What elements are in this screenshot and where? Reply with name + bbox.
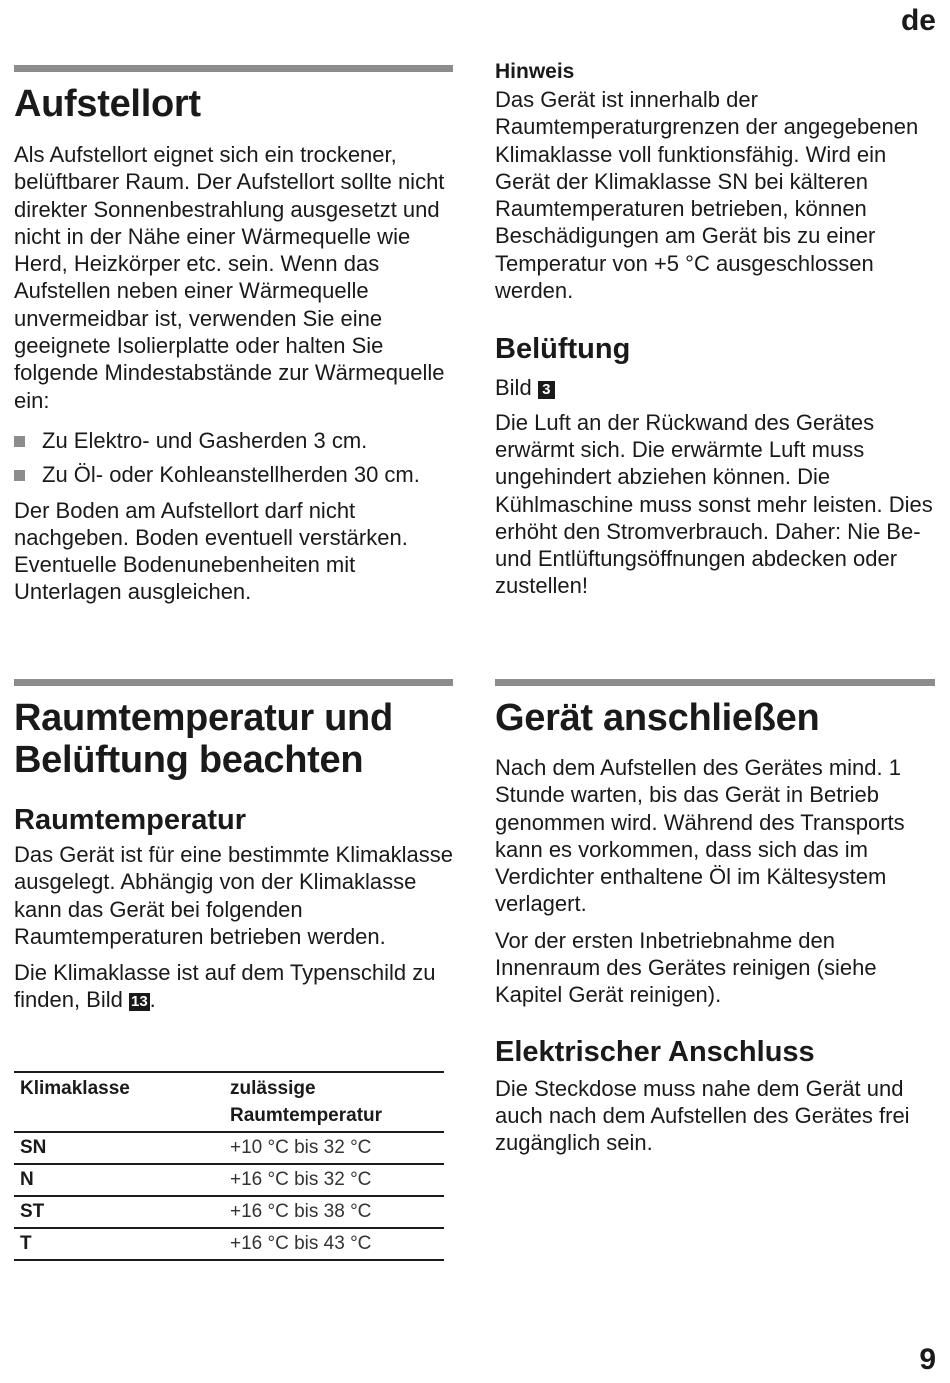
section-rule-aufstellort — [14, 65, 453, 72]
anschliessen-text-1: Nach dem Aufstellen des Gerätes mind. 1 Stunde warten, bis das Gerät in Betrieb genommen wird. Während des Transports kann es vorkommen, dass sich das im Verdichter enthaltene Öl im Kältesystem verlagert. — [495, 755, 905, 917]
climate-class-cell: ST — [20, 1201, 45, 1222]
hinweis-text: Das Gerät ist innerhalb der Raumtemperaturgrenzen der angegebenen Klimaklasse voll funktionsfähig. Wird ein Gerät der Klimaklasse SN bei kälteren Raumtemperaturen betrieben, können Beschädigungen am Gerät bis zu einer Temperatur von +5 °C ausgeschlossen werden. — [495, 87, 919, 304]
list-item: Zu Öl- oder Kohleanstellherden 30 cm. — [14, 461, 454, 488]
table-row — [14, 1196, 444, 1228]
typenschild-text: Die Klimaklasse ist auf dem Typenschild zu finden, Bild 13. — [14, 960, 436, 1013]
hinweis-heading: Hinweis — [495, 60, 575, 83]
anschliessen-text-2: Vor der ersten Inbetriebnahme den Innenraum des Gerätes reinigen (siehe Kapitel Gerät reinigen). — [495, 927, 877, 1008]
list-item: Zu Elektro- und Gasherden 3 cm. — [14, 427, 454, 454]
raumtemperatur-section — [14, 697, 454, 1014]
language-code: de — [900, 4, 936, 37]
climate-class-table — [14, 1071, 444, 1261]
raumtemperatur-subheading: Raumtemperatur — [14, 804, 247, 836]
table-row — [14, 1228, 444, 1260]
column-header-klimaklasse: Klimaklasse — [20, 1078, 130, 1099]
table-row — [14, 1164, 444, 1196]
aufstellort-section — [14, 83, 454, 606]
aufstellort-outro: Der Boden am Aufstellort darf nicht nachgeben. Boden eventuell verstärken. Eventuelle Bodenunebenheiten mit Unterlagen ausgleichen. — [14, 497, 408, 605]
raumtemperatur-heading: Raumtemperatur und Belüftung beachten — [14, 697, 393, 781]
climate-class-cell: N — [20, 1169, 34, 1190]
bullet-icon — [14, 436, 25, 447]
figure-number-badge: 13 — [130, 993, 148, 1011]
climate-class-cell: T — [20, 1233, 32, 1254]
table-header-row — [14, 1072, 444, 1132]
figure-reference: Bild 3 — [495, 374, 937, 401]
table-row — [14, 1132, 444, 1164]
belueftung-heading: Belüftung — [495, 333, 631, 366]
temperature-range-cell: +10 °C bis 32 °C — [230, 1137, 372, 1158]
hinweis-section — [495, 58, 937, 600]
climate-class-cell: SN — [20, 1137, 47, 1158]
temperature-range-cell: +16 °C bis 43 °C — [230, 1233, 372, 1254]
raumtemperatur-text: Das Gerät ist für eine bestimmte Klimaklasse ausgelegt. Abhängig von der Klimaklasse kann das Gerät bei folgenden Raumtemperaturen betrieben werden. — [14, 842, 453, 949]
belueftung-text: Die Luft an der Rückwand des Gerätes erwärmt sich. Die erwärmte Luft muss ungehindert abziehen können. Die Kühlmaschine muss sonst mehr leisten. Dies erhöht den Stromverbrauch. Daher: Nie Be- und Entlüftungsöffnungen abdecken oder zustellen! — [495, 409, 933, 599]
page-number: 9 — [919, 1343, 936, 1376]
temperature-range-cell: +16 °C bis 38 °C — [230, 1201, 372, 1222]
section-rule-anschliessen — [495, 679, 935, 686]
column-header-raumtemperatur: zulässige Raumtemperatur — [230, 1078, 383, 1126]
anschliessen-section — [495, 697, 937, 1157]
distance-list — [14, 427, 454, 489]
aufstellort-intro: Als Aufstellort eignet sich ein trockener, belüftbarer Raum. Der Aufstellort sollte nicht direkter Sonnenbestrahlung ausgesetzt und nicht in der Nähe einer Wärmequelle wie Herd, Heizkörper etc. sein. Wenn das Aufstellen neben einer Wärmequelle unvermeidbar ist, verwenden Sie eine geeignete Isolierplatte oder halten Sie folgende Mindestabstände zur Wärmequelle ein: — [14, 142, 445, 413]
elektrischer-anschluss-text: Die Steckdose muss nahe dem Gerät und auch nach dem Aufstellen des Gerätes frei zugänglich sein. — [495, 1075, 910, 1156]
bullet-icon — [14, 470, 25, 481]
anschliessen-heading: Gerät anschließen — [495, 697, 820, 739]
elektrischer-anschluss-heading: Elektrischer Anschluss — [495, 1035, 815, 1068]
temperature-range-cell: +16 °C bis 32 °C — [230, 1169, 372, 1190]
aufstellort-heading: Aufstellort — [14, 83, 201, 125]
figure-number-badge: 3 — [538, 381, 555, 399]
section-rule-raumtemperatur — [14, 679, 453, 686]
